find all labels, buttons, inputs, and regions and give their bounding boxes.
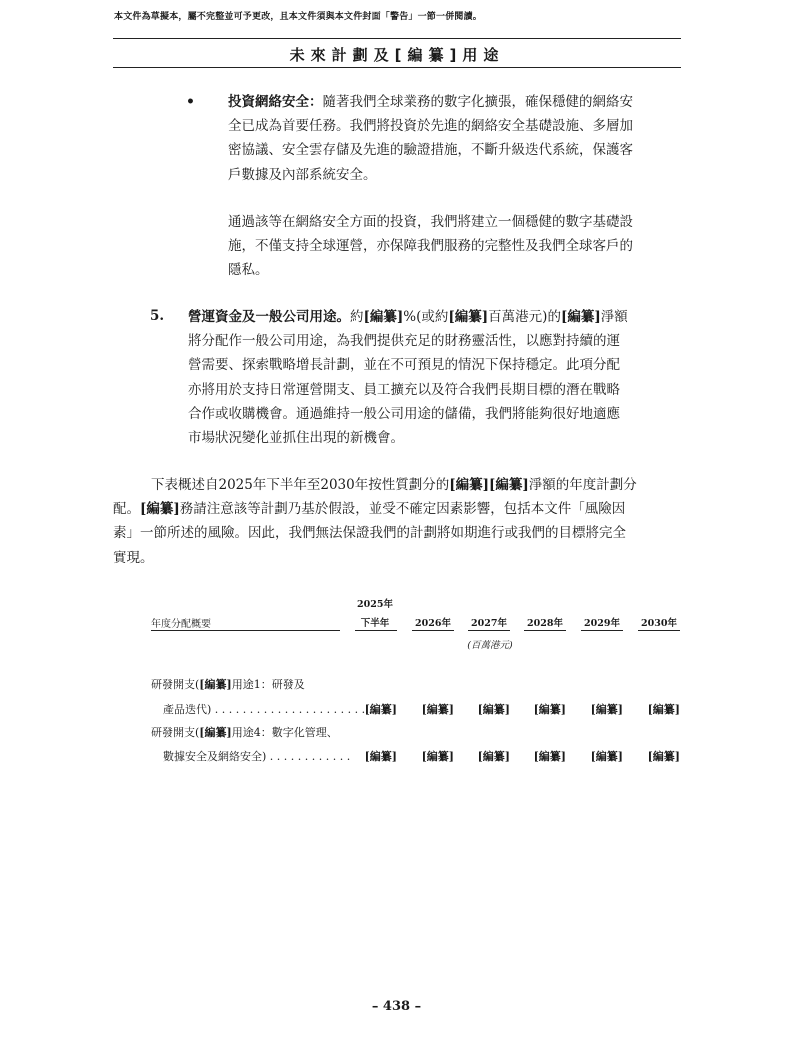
summary-line-4: 實現。 xyxy=(113,549,154,566)
col-header-2026: 2026年 xyxy=(415,618,451,629)
table-row-2-cell-2026: [編纂] xyxy=(421,750,454,763)
item5-heading: 營運資金及一般公司用途。 xyxy=(188,309,350,325)
bullet-follow-line-1: 通過該等在網絡安全方面的投資，我們將建立一個穩健的數字基礎設 xyxy=(228,214,633,230)
bullet-follow-line-3: 隱私。 xyxy=(228,262,269,279)
col-underline-2028 xyxy=(524,630,566,631)
table-row-1-label-line-1: 研發開支([編纂]用途1：研發及 xyxy=(151,678,305,691)
table-row-1-cell-2026: [編纂] xyxy=(421,703,454,716)
col-underline-2029 xyxy=(581,630,623,631)
table-row-2-cell-2029: [編纂] xyxy=(590,750,623,763)
col-underline-2026 xyxy=(412,630,454,631)
bullet-line-4: 戶數據及內部系統安全。 xyxy=(228,166,377,183)
table-row-1-cell-2028: [編纂] xyxy=(533,703,566,716)
item5-line-1: 營運資金及一般公司用途。約[編纂]%(或約[編纂]百萬港元)的[編纂]淨額 xyxy=(188,309,628,325)
summary-line-2: 配。[編纂]務請注意該等計劃乃基於假設，並受不確定因素影響，包括本文件「風險因 xyxy=(113,501,626,518)
summary-line-1: 下表概述自2025年下半年至2030年按性質劃分的[編纂][編纂]淨額的年度計劃分 xyxy=(151,477,637,493)
page-number: – 438 – xyxy=(371,999,422,1014)
bullet-marker: • xyxy=(186,94,195,110)
col-underline-2027 xyxy=(468,630,510,631)
item5-line-4: 亦將用於支持日常運營開支、員工擴充以及符合我們長期目標的潛在戰略 xyxy=(188,381,620,398)
item5-line-5: 合作或收購機會。通過維持一般公司用途的儲備，我們將能夠很好地適應 xyxy=(188,405,620,422)
col-underline-2025 xyxy=(355,630,397,631)
table-row-1-cell-2030: [編纂] xyxy=(647,703,680,716)
table-row-1-cell-2029: [編纂] xyxy=(590,703,623,716)
col-underline-2030 xyxy=(638,630,680,631)
unit-label: (百萬港元) xyxy=(467,640,513,651)
table-row-2-label-line-2: 數據安全及網絡安全) . . . . . . . . . . . . xyxy=(163,750,351,763)
bullet-line-1: 投資網絡安全：隨著我們全球業務的數字化擴張，確保穩健的網絡安 xyxy=(228,94,633,110)
col-header-2025-bottom: 下半年 xyxy=(360,618,390,629)
table-row-2-cell-2025: [編纂] xyxy=(364,750,397,763)
table-row-1-cell-2025: [編纂] xyxy=(364,703,397,716)
col-header-2025-top: 2025年 xyxy=(357,599,393,610)
col-header-2030: 2030年 xyxy=(641,618,677,629)
bullet-follow-line-2: 施，不僅支持全球運營，亦保障我們服務的完整性及我們全球客戶的 xyxy=(228,238,633,255)
table-row-1-label-line-2: 產品迭代) . . . . . . . . . . . . . . . . . . . . . . . xyxy=(163,703,373,716)
col-header-2028: 2028年 xyxy=(527,618,563,629)
table-row-2-cell-2030: [編纂] xyxy=(647,750,680,763)
table-row-1-cell-2027: [編纂] xyxy=(477,703,510,716)
col-header-2029: 2029年 xyxy=(584,618,620,629)
col-header-2027: 2027年 xyxy=(471,618,507,629)
table-label-header: 年度分配概要 xyxy=(151,619,211,630)
item5-line-2: 將分配作一般公司用途，為我們提供充足的財務靈活性，以應對持續的運 xyxy=(188,333,620,350)
table-label-underline xyxy=(151,630,340,631)
table-row-2-cell-2027: [編纂] xyxy=(477,750,510,763)
bullet-line-3: 密協議、安全雲存儲及先進的驗證措施，不斷升級迭代系統，保護客 xyxy=(228,142,633,159)
item-number: 5. xyxy=(150,308,165,324)
summary-line-3: 素」一節所述的風險。因此，我們無法保證我們的計劃將如期進行或我們的目標將完全 xyxy=(113,525,626,542)
bullet-heading: 投資網絡安全： xyxy=(228,94,323,110)
item5-line-6: 市場狀況變化並抓住出現的新機會。 xyxy=(188,430,404,447)
item5-line-3: 營需要、探索戰略增長計劃，並在不可預見的情況下保持穩定。此項分配 xyxy=(188,357,620,374)
bullet-line-2: 全已成為首要任務。我們將投資於先進的網絡安全基礎設施、多層加 xyxy=(228,118,633,135)
table-row-2-label-line-1: 研發開支([編纂]用途4：數字化管理、 xyxy=(151,726,338,739)
section-title: 未來計劃及[編纂]用途 xyxy=(289,46,505,64)
draft-disclaimer: 本文件為草擬本，屬不完整並可予更改，且本文件須與本文件封面「警告」一節一併閱讀。 xyxy=(114,12,483,22)
table-row-2-cell-2028: [編纂] xyxy=(533,750,566,763)
